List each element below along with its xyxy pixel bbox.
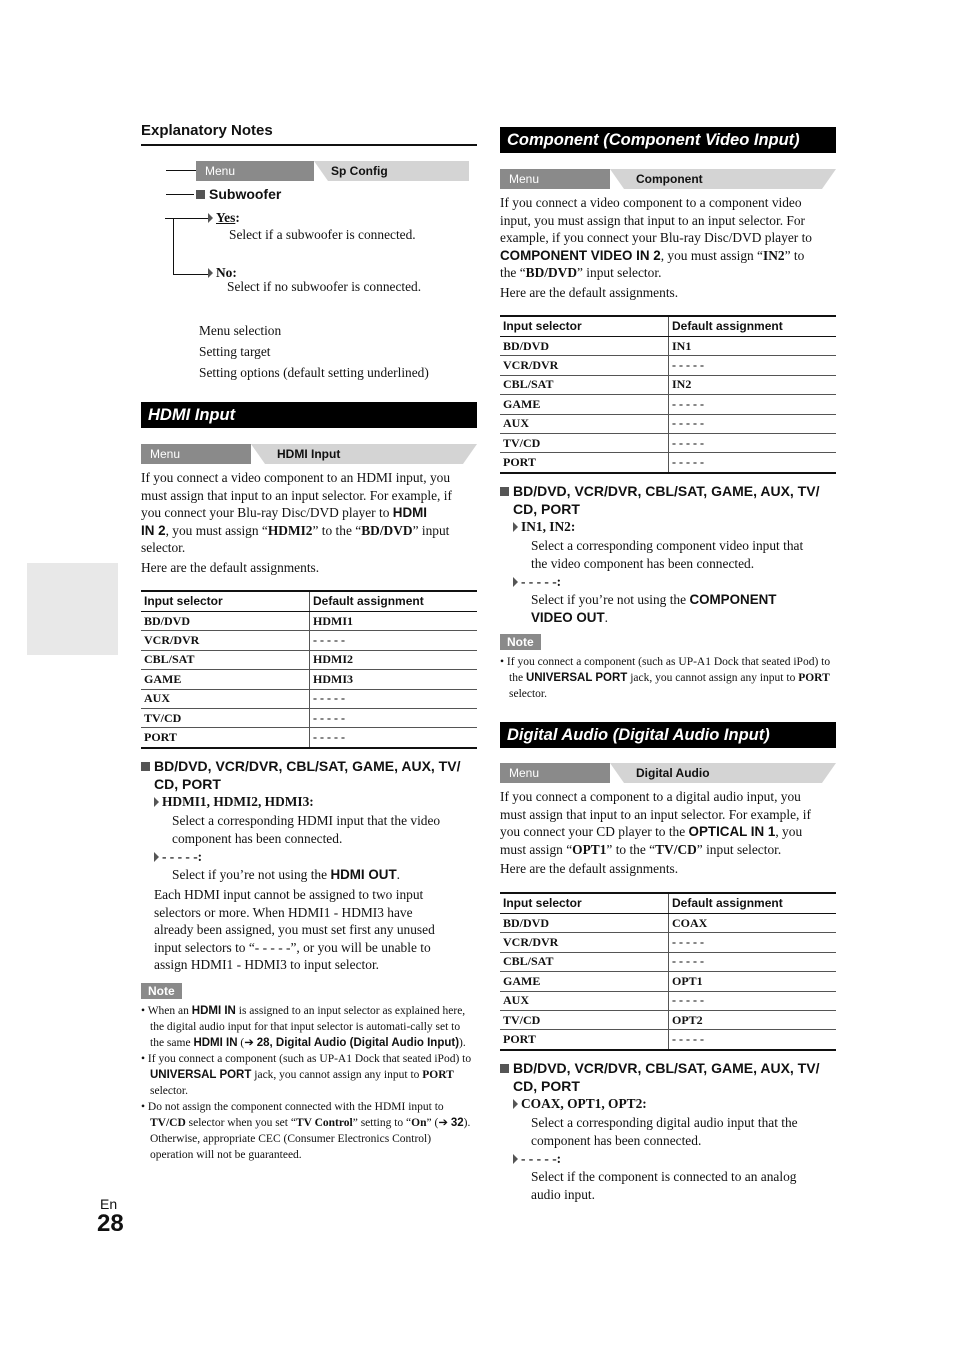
table-row: TV/CD OPT2: [500, 1010, 836, 1029]
diagram-line: [166, 194, 194, 195]
explanatory-rule: [141, 144, 477, 146]
arrow-right-icon: [208, 213, 213, 223]
table-row: AUX - - - - -: [141, 689, 477, 708]
hdmi-extra-note: Each HDMI input cannot be assigned to two input selectors or more. When HDMI1 - HDMI3 have already been assigned, you must set first any unused input selectors to “- - - - -”, or you will be unable to assign HDMI1 - HDMI3 to input selector.: [154, 887, 435, 972]
hdmi-intro: If you connect a video component to an HDMI input, you must assign that input to an input selector. For example, if you connect your Blu-ray Disc/DVD player to HDMI IN 2, you must assign “HDMI2” to the “BD/DVD” input selector. Here are the default assignments.: [141, 470, 452, 575]
table-row: PORT - - - - -: [141, 728, 477, 748]
square-bullet-icon: [196, 190, 205, 199]
table-row: BD/DVD COAX: [500, 914, 836, 933]
table-row: BD/DVD HDMI1: [141, 612, 477, 631]
component-menubar: [500, 169, 836, 189]
menu-label: Menu: [500, 763, 610, 783]
hdmi-note-badge: Note: [141, 983, 182, 999]
submenu-label: Component: [624, 169, 822, 189]
component-option-1: IN1, IN2:: [513, 519, 575, 535]
hdmi-selectors-heading-cont: CD, PORT: [154, 776, 221, 792]
table-row: GAME - - - - -: [500, 395, 836, 414]
table-row: AUX - - - - -: [500, 414, 836, 433]
arrow-right-icon: [513, 577, 518, 587]
table-row: TV/CD - - - - -: [500, 433, 836, 452]
arrow-right-icon: [154, 797, 159, 807]
menubar-divider: [251, 444, 265, 464]
explanatory-title: Explanatory Notes: [141, 122, 273, 139]
diagram-line: [173, 218, 174, 274]
menubar-end: [463, 444, 477, 464]
menubar-end: [822, 169, 836, 189]
hdmi-option-2-desc: Select if you’re not using the HDMI OUT.: [172, 867, 400, 882]
table-row: PORT - - - - -: [500, 453, 836, 473]
hdmi-section-title: HDMI Input: [141, 402, 477, 428]
explanatory-menubar: [196, 161, 469, 181]
diagram-line: [173, 274, 208, 275]
menubar-end: [822, 763, 836, 783]
diagram-line: [166, 170, 196, 171]
note-item: • When an HDMI IN is assigned to an input selector as explained here, the digital audio input for that input selector is automati-cally set to the same HDMI IN (➔ 28, Digital Audio (Digital Audio Input)).: [141, 1005, 466, 1049]
note-item: • If you connect a component (such as UP-A1 Dock that seated iPod) to the UNIVERSAL PORT jack, you cannot assign any input to PORT selector.: [500, 656, 831, 700]
digital-assignment-table: Input selector Default assignment BD/DVD COAX VCR/DVR - - - - - CBL/SAT - - - - - GAME OPT1 AUX - - - - - TV/CD OPT2 PORT - - - - -: [500, 892, 836, 1051]
table-row: VCR/DVR - - - - -: [500, 933, 836, 952]
menubar-divider: [610, 763, 624, 783]
digital-option-1-desc: Select a corresponding digital audio input that the component has been connected.: [531, 1115, 798, 1148]
menu-label: Menu: [196, 161, 314, 181]
hdmi-selectors-heading: BD/DVD, VCR/DVR, CBL/SAT, GAME, AUX, TV/: [141, 757, 460, 775]
square-bullet-icon: [500, 1064, 509, 1073]
table-row: CBL/SAT HDMI2: [141, 650, 477, 669]
digital-selectors-heading: BD/DVD, VCR/DVR, CBL/SAT, GAME, AUX, TV/: [500, 1059, 819, 1077]
legend-setting-target: Setting target: [199, 344, 271, 359]
table-row: PORT - - - - -: [500, 1030, 836, 1050]
setting-target: Subwoofer: [196, 186, 281, 202]
component-selectors-heading: BD/DVD, VCR/DVR, CBL/SAT, GAME, AUX, TV/: [500, 482, 819, 500]
table-row: CBL/SAT - - - - -: [500, 952, 836, 971]
hdmi-option-1: HDMI1, HDMI2, HDMI3:: [154, 794, 314, 810]
menubar-divider: [314, 161, 328, 181]
digital-option-2: - - - - -:: [513, 1151, 561, 1167]
hdmi-menubar: [141, 444, 477, 464]
arrow-right-icon: [513, 1099, 518, 1109]
component-selectors-heading-cont: CD, PORT: [513, 501, 580, 517]
submenu-label: Digital Audio: [624, 763, 822, 783]
side-tab: [27, 563, 118, 655]
table-row: BD/DVD IN1: [500, 337, 836, 356]
menu-label: Menu: [500, 169, 610, 189]
arrow-right-icon: [154, 852, 159, 862]
component-note-badge: Note: [500, 634, 541, 650]
table-row: VCR/DVR - - - - -: [141, 631, 477, 650]
page-language: En: [100, 1196, 118, 1212]
option-yes-desc: Select if a subwoofer is connected.: [229, 227, 416, 242]
square-bullet-icon: [141, 762, 150, 771]
legend-setting-options: Setting options (default setting underlined): [199, 365, 429, 380]
hdmi-option-2: - - - - -:: [154, 849, 202, 865]
component-option-2-desc: Select if you’re not using the COMPONENT VIDEO OUT.: [531, 592, 777, 625]
table-row: AUX - - - - -: [500, 991, 836, 1010]
component-section-title: Component (Component Video Input): [500, 127, 836, 153]
submenu-label: Sp Config: [328, 161, 469, 181]
table-row: VCR/DVR - - - - -: [500, 356, 836, 375]
option-no-desc: Select if no subwoofer is connected.: [227, 279, 422, 294]
digital-intro: If you connect a component to a digital audio input, you must assign that input to an input selector. For example, if you connect your CD player to the OPTICAL IN 1, you must assign “OPT1” to the “TV/CD” input selector. Here are the default assignments.: [500, 789, 811, 876]
hdmi-notes: [141, 1003, 477, 1163]
component-assignment-table: Input selector Default assignment BD/DVD IN1 VCR/DVR - - - - - CBL/SAT IN2 GAME - - - - - AUX - - - - - TV/CD - - - - - PORT - - - - -: [500, 315, 836, 474]
component-option-1-desc: Select a corresponding component video input that the video component has been connected.: [531, 538, 804, 571]
component-notes: [500, 654, 836, 702]
table-row: GAME HDMI3: [141, 670, 477, 689]
square-bullet-icon: [500, 487, 509, 496]
arrow-right-icon: [208, 268, 213, 278]
table-row: TV/CD - - - - -: [141, 708, 477, 727]
menu-label: Menu: [141, 444, 251, 464]
menubar-divider: [610, 169, 624, 189]
hdmi-assignment-table: Input selector Default assignment BD/DVD HDMI1 VCR/DVR - - - - - CBL/SAT HDMI2 GAME HDMI3 AUX - - - - - TV/CD - - - - - PORT - - - - -: [141, 590, 477, 749]
digital-selectors-heading-cont: CD, PORT: [513, 1078, 580, 1094]
table-row: CBL/SAT IN2: [500, 375, 836, 394]
option-no: No:: [208, 265, 237, 281]
legend-menu-selection: Menu selection: [199, 323, 282, 338]
option-yes: Yes:: [208, 210, 240, 226]
arrow-right-icon: [513, 1154, 518, 1164]
submenu-label: HDMI Input: [265, 444, 463, 464]
digital-section-title: Digital Audio (Digital Audio Input): [500, 722, 836, 748]
page-number: 28: [97, 1210, 124, 1237]
component-intro: If you connect a video component to a component video input, you must assign that input to an input selector. For example, if you connect your Blu-ray Disc/DVD player to COMPONENT VIDEO IN 2, you must assign “IN2” to the “BD/DVD” input selector. Here are the default assignments.: [500, 195, 812, 300]
note-item: • If you connect a component (such as UP-A1 Dock that seated iPod) to UNIVERSAL PORT jack, you cannot assign any input to PORT selector.: [141, 1053, 472, 1097]
arrow-right-icon: [513, 522, 518, 532]
hdmi-option-1-desc: Select a corresponding HDMI input that the video component has been connected.: [172, 813, 441, 846]
digital-menubar: [500, 763, 836, 783]
digital-option-1: COAX, OPT1, OPT2:: [513, 1096, 647, 1112]
note-item: • Do not assign the component connected with the HDMI input to TV/CD selector when you set “TV Control” setting to “On” (➔ 32). Otherwise, appropriate CEC (Consumer Electronics Control) operation will not be guaranteed.: [141, 1101, 471, 1161]
table-row: GAME OPT1: [500, 972, 836, 991]
diagram-line: [165, 218, 208, 219]
digital-option-2-desc: Select if the component is connected to an analog audio input.: [531, 1169, 797, 1202]
component-option-2: - - - - -:: [513, 574, 561, 590]
